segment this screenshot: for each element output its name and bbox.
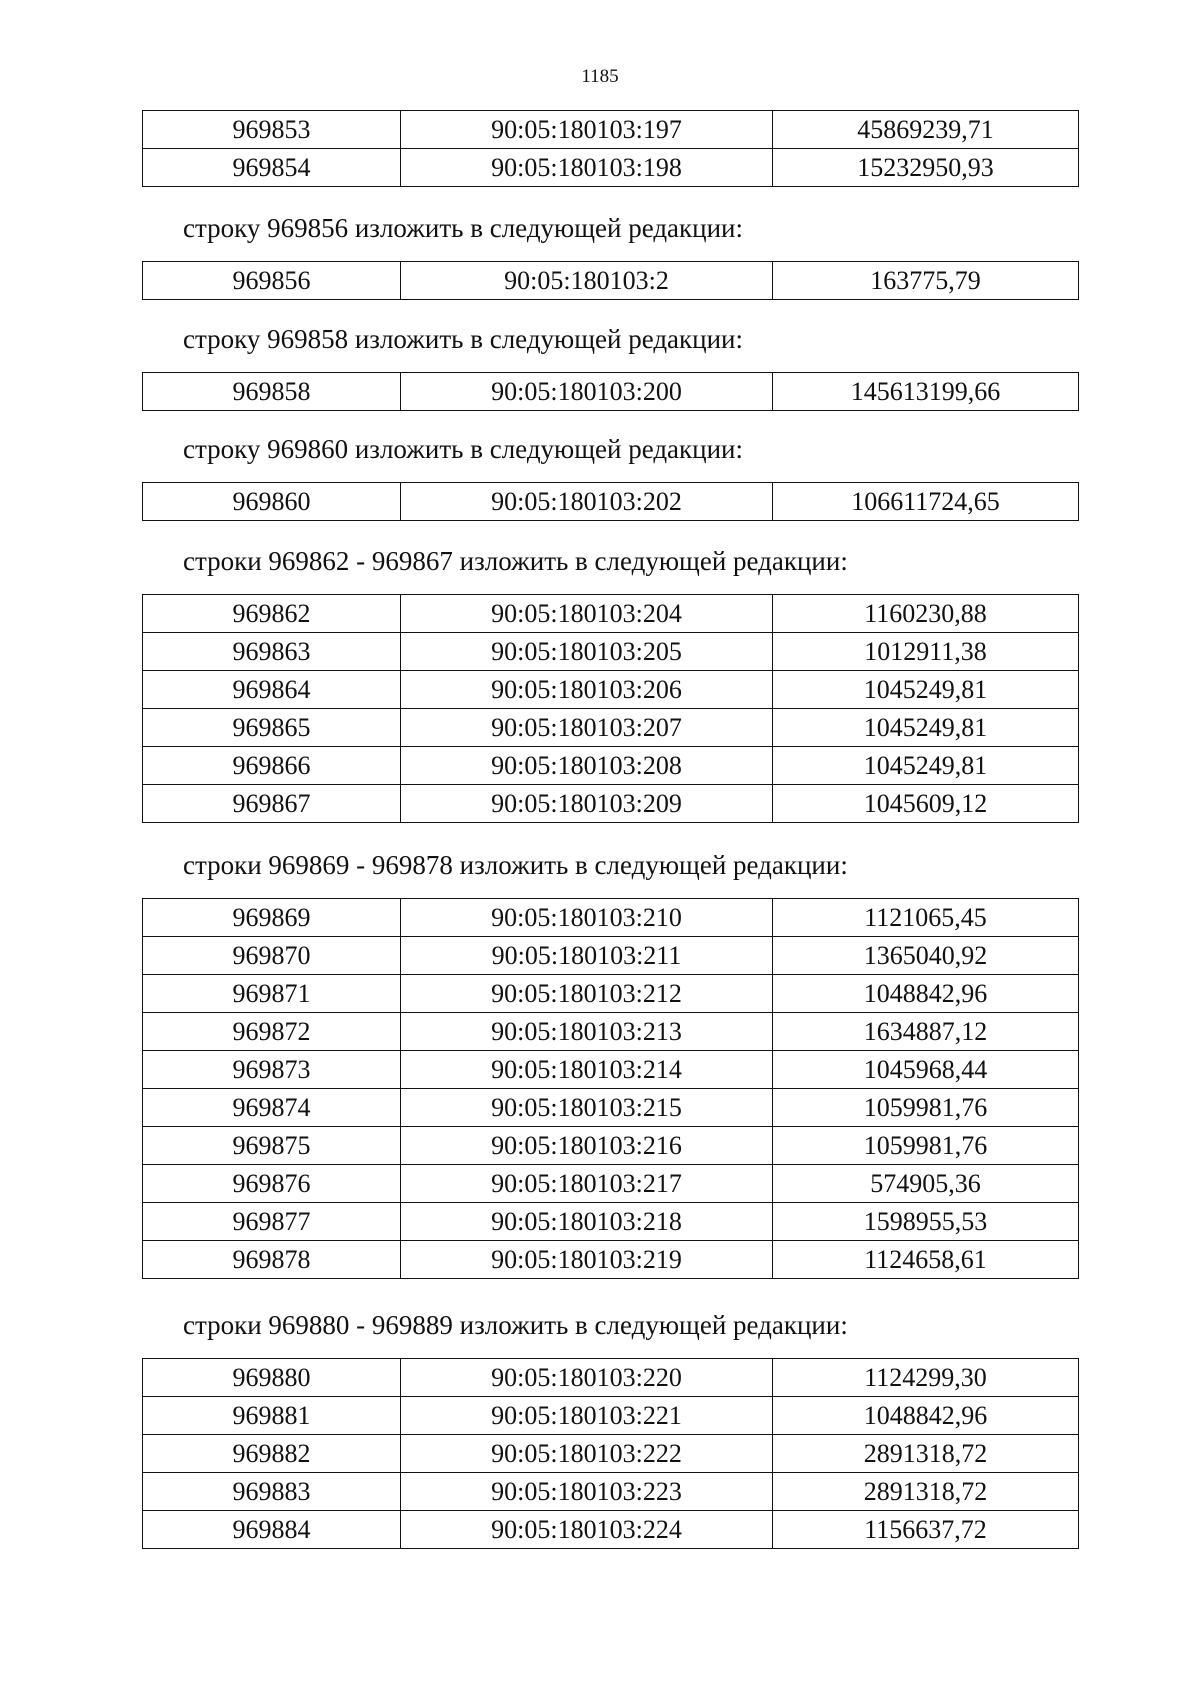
value-cell: 1045249,81 xyxy=(773,709,1079,747)
table-row xyxy=(143,975,1079,1013)
cadastral-number-cell: 90:05:180103:197 xyxy=(401,111,773,149)
cadastral-number-cell: 90:05:180103:200 xyxy=(401,373,773,411)
value-cell: 1124658,61 xyxy=(773,1241,1079,1279)
table-row xyxy=(143,747,1079,785)
cadastral-number-cell: 90:05:180103:204 xyxy=(401,595,773,633)
table-section-5 xyxy=(142,898,1079,1279)
value-cell: 145613199,66 xyxy=(773,373,1079,411)
row-number-cell: 969882 xyxy=(143,1435,401,1473)
value-cell: 1045249,81 xyxy=(773,747,1079,785)
table-row xyxy=(143,1203,1079,1241)
value-cell: 1598955,53 xyxy=(773,1203,1079,1241)
cadastral-number-cell: 90:05:180103:213 xyxy=(401,1013,773,1051)
value-cell: 106611724,65 xyxy=(773,483,1079,521)
table-row xyxy=(143,1013,1079,1051)
cadastral-number-cell: 90:05:180103:214 xyxy=(401,1051,773,1089)
row-number-cell: 969883 xyxy=(143,1473,401,1511)
row-number-cell: 969854 xyxy=(143,149,401,187)
instruction-text: строку 969856 изложить в следующей редакции: xyxy=(183,213,744,243)
table-section-2 xyxy=(142,372,1079,411)
table-row xyxy=(143,937,1079,975)
instruction-text: строки 969869 - 969878 изложить в следующей редакции: xyxy=(183,850,848,880)
row-number-cell: 969856 xyxy=(143,262,401,300)
table-row xyxy=(143,1473,1079,1511)
row-number-cell: 969880 xyxy=(143,1359,401,1397)
table-row xyxy=(143,1435,1079,1473)
cadastral-number-cell: 90:05:180103:221 xyxy=(401,1397,773,1435)
table-row xyxy=(143,262,1079,300)
table-row xyxy=(143,1359,1079,1397)
cadastral-number-cell: 90:05:180103:206 xyxy=(401,671,773,709)
table-row xyxy=(143,373,1079,411)
row-number-cell: 969874 xyxy=(143,1089,401,1127)
table-row xyxy=(143,111,1079,149)
row-number-cell: 969853 xyxy=(143,111,401,149)
value-cell: 1121065,45 xyxy=(773,899,1079,937)
row-number-cell: 969860 xyxy=(143,483,401,521)
value-cell: 1059981,76 xyxy=(773,1127,1079,1165)
row-number-cell: 969876 xyxy=(143,1165,401,1203)
page-number: 1185 xyxy=(581,66,619,87)
value-cell: 163775,79 xyxy=(773,262,1079,300)
table-row xyxy=(143,1511,1079,1549)
value-cell: 1059981,76 xyxy=(773,1089,1079,1127)
table-row xyxy=(143,671,1079,709)
value-cell: 1045609,12 xyxy=(773,785,1079,823)
value-cell: 2891318,72 xyxy=(773,1435,1079,1473)
row-number-cell: 969867 xyxy=(143,785,401,823)
cadastral-number-cell: 90:05:180103:216 xyxy=(401,1127,773,1165)
table-row xyxy=(143,1165,1079,1203)
value-cell: 1048842,96 xyxy=(773,975,1079,1013)
instruction-text: строки 969862 - 969867 изложить в следующей редакции: xyxy=(183,546,848,576)
cadastral-number-cell: 90:05:180103:223 xyxy=(401,1473,773,1511)
cadastral-number-cell: 90:05:180103:220 xyxy=(401,1359,773,1397)
value-cell: 1634887,12 xyxy=(773,1013,1079,1051)
table-row xyxy=(143,595,1079,633)
instruction-text: строку 969858 изложить в следующей редакции: xyxy=(183,324,744,354)
row-number-cell: 969869 xyxy=(143,899,401,937)
table-row xyxy=(143,1089,1079,1127)
cadastral-number-cell: 90:05:180103:2 xyxy=(401,262,773,300)
cadastral-number-cell: 90:05:180103:219 xyxy=(401,1241,773,1279)
cadastral-number-cell: 90:05:180103:205 xyxy=(401,633,773,671)
table-row xyxy=(143,1397,1079,1435)
value-cell: 1156637,72 xyxy=(773,1511,1079,1549)
row-number-cell: 969866 xyxy=(143,747,401,785)
cadastral-number-cell: 90:05:180103:210 xyxy=(401,899,773,937)
cadastral-number-cell: 90:05:180103:215 xyxy=(401,1089,773,1127)
cadastral-number-cell: 90:05:180103:209 xyxy=(401,785,773,823)
row-number-cell: 969877 xyxy=(143,1203,401,1241)
cadastral-number-cell: 90:05:180103:211 xyxy=(401,937,773,975)
table-section-6 xyxy=(142,1358,1079,1549)
table-row xyxy=(143,709,1079,747)
row-number-cell: 969881 xyxy=(143,1397,401,1435)
row-number-cell: 969862 xyxy=(143,595,401,633)
cadastral-number-cell: 90:05:180103:218 xyxy=(401,1203,773,1241)
cadastral-number-cell: 90:05:180103:224 xyxy=(401,1511,773,1549)
table-row xyxy=(143,149,1079,187)
instruction-text: строки 969880 - 969889 изложить в следующей редакции: xyxy=(183,1310,848,1340)
row-number-cell: 969873 xyxy=(143,1051,401,1089)
table-row xyxy=(143,1241,1079,1279)
table-section-0 xyxy=(142,110,1079,187)
value-cell: 45869239,71 xyxy=(773,111,1079,149)
instruction-text: строку 969860 изложить в следующей редакции: xyxy=(183,434,744,464)
row-number-cell: 969858 xyxy=(143,373,401,411)
table-section-1 xyxy=(142,261,1079,300)
row-number-cell: 969884 xyxy=(143,1511,401,1549)
value-cell: 1012911,38 xyxy=(773,633,1079,671)
table-row xyxy=(143,1127,1079,1165)
table-row xyxy=(143,899,1079,937)
table-row xyxy=(143,633,1079,671)
value-cell: 1365040,92 xyxy=(773,937,1079,975)
row-number-cell: 969872 xyxy=(143,1013,401,1051)
value-cell: 1160230,88 xyxy=(773,595,1079,633)
value-cell: 1124299,30 xyxy=(773,1359,1079,1397)
cadastral-number-cell: 90:05:180103:202 xyxy=(401,483,773,521)
value-cell: 1045249,81 xyxy=(773,671,1079,709)
table-section-3 xyxy=(142,482,1079,521)
value-cell: 1045968,44 xyxy=(773,1051,1079,1089)
cadastral-number-cell: 90:05:180103:212 xyxy=(401,975,773,1013)
table-section-4 xyxy=(142,594,1079,823)
value-cell: 574905,36 xyxy=(773,1165,1079,1203)
value-cell: 1048842,96 xyxy=(773,1397,1079,1435)
value-cell: 2891318,72 xyxy=(773,1473,1079,1511)
row-number-cell: 969871 xyxy=(143,975,401,1013)
cadastral-number-cell: 90:05:180103:217 xyxy=(401,1165,773,1203)
row-number-cell: 969864 xyxy=(143,671,401,709)
cadastral-number-cell: 90:05:180103:207 xyxy=(401,709,773,747)
row-number-cell: 969863 xyxy=(143,633,401,671)
table-row xyxy=(143,785,1079,823)
row-number-cell: 969875 xyxy=(143,1127,401,1165)
cadastral-number-cell: 90:05:180103:208 xyxy=(401,747,773,785)
table-row xyxy=(143,483,1079,521)
value-cell: 15232950,93 xyxy=(773,149,1079,187)
cadastral-number-cell: 90:05:180103:222 xyxy=(401,1435,773,1473)
cadastral-number-cell: 90:05:180103:198 xyxy=(401,149,773,187)
row-number-cell: 969865 xyxy=(143,709,401,747)
row-number-cell: 969870 xyxy=(143,937,401,975)
table-row xyxy=(143,1051,1079,1089)
row-number-cell: 969878 xyxy=(143,1241,401,1279)
